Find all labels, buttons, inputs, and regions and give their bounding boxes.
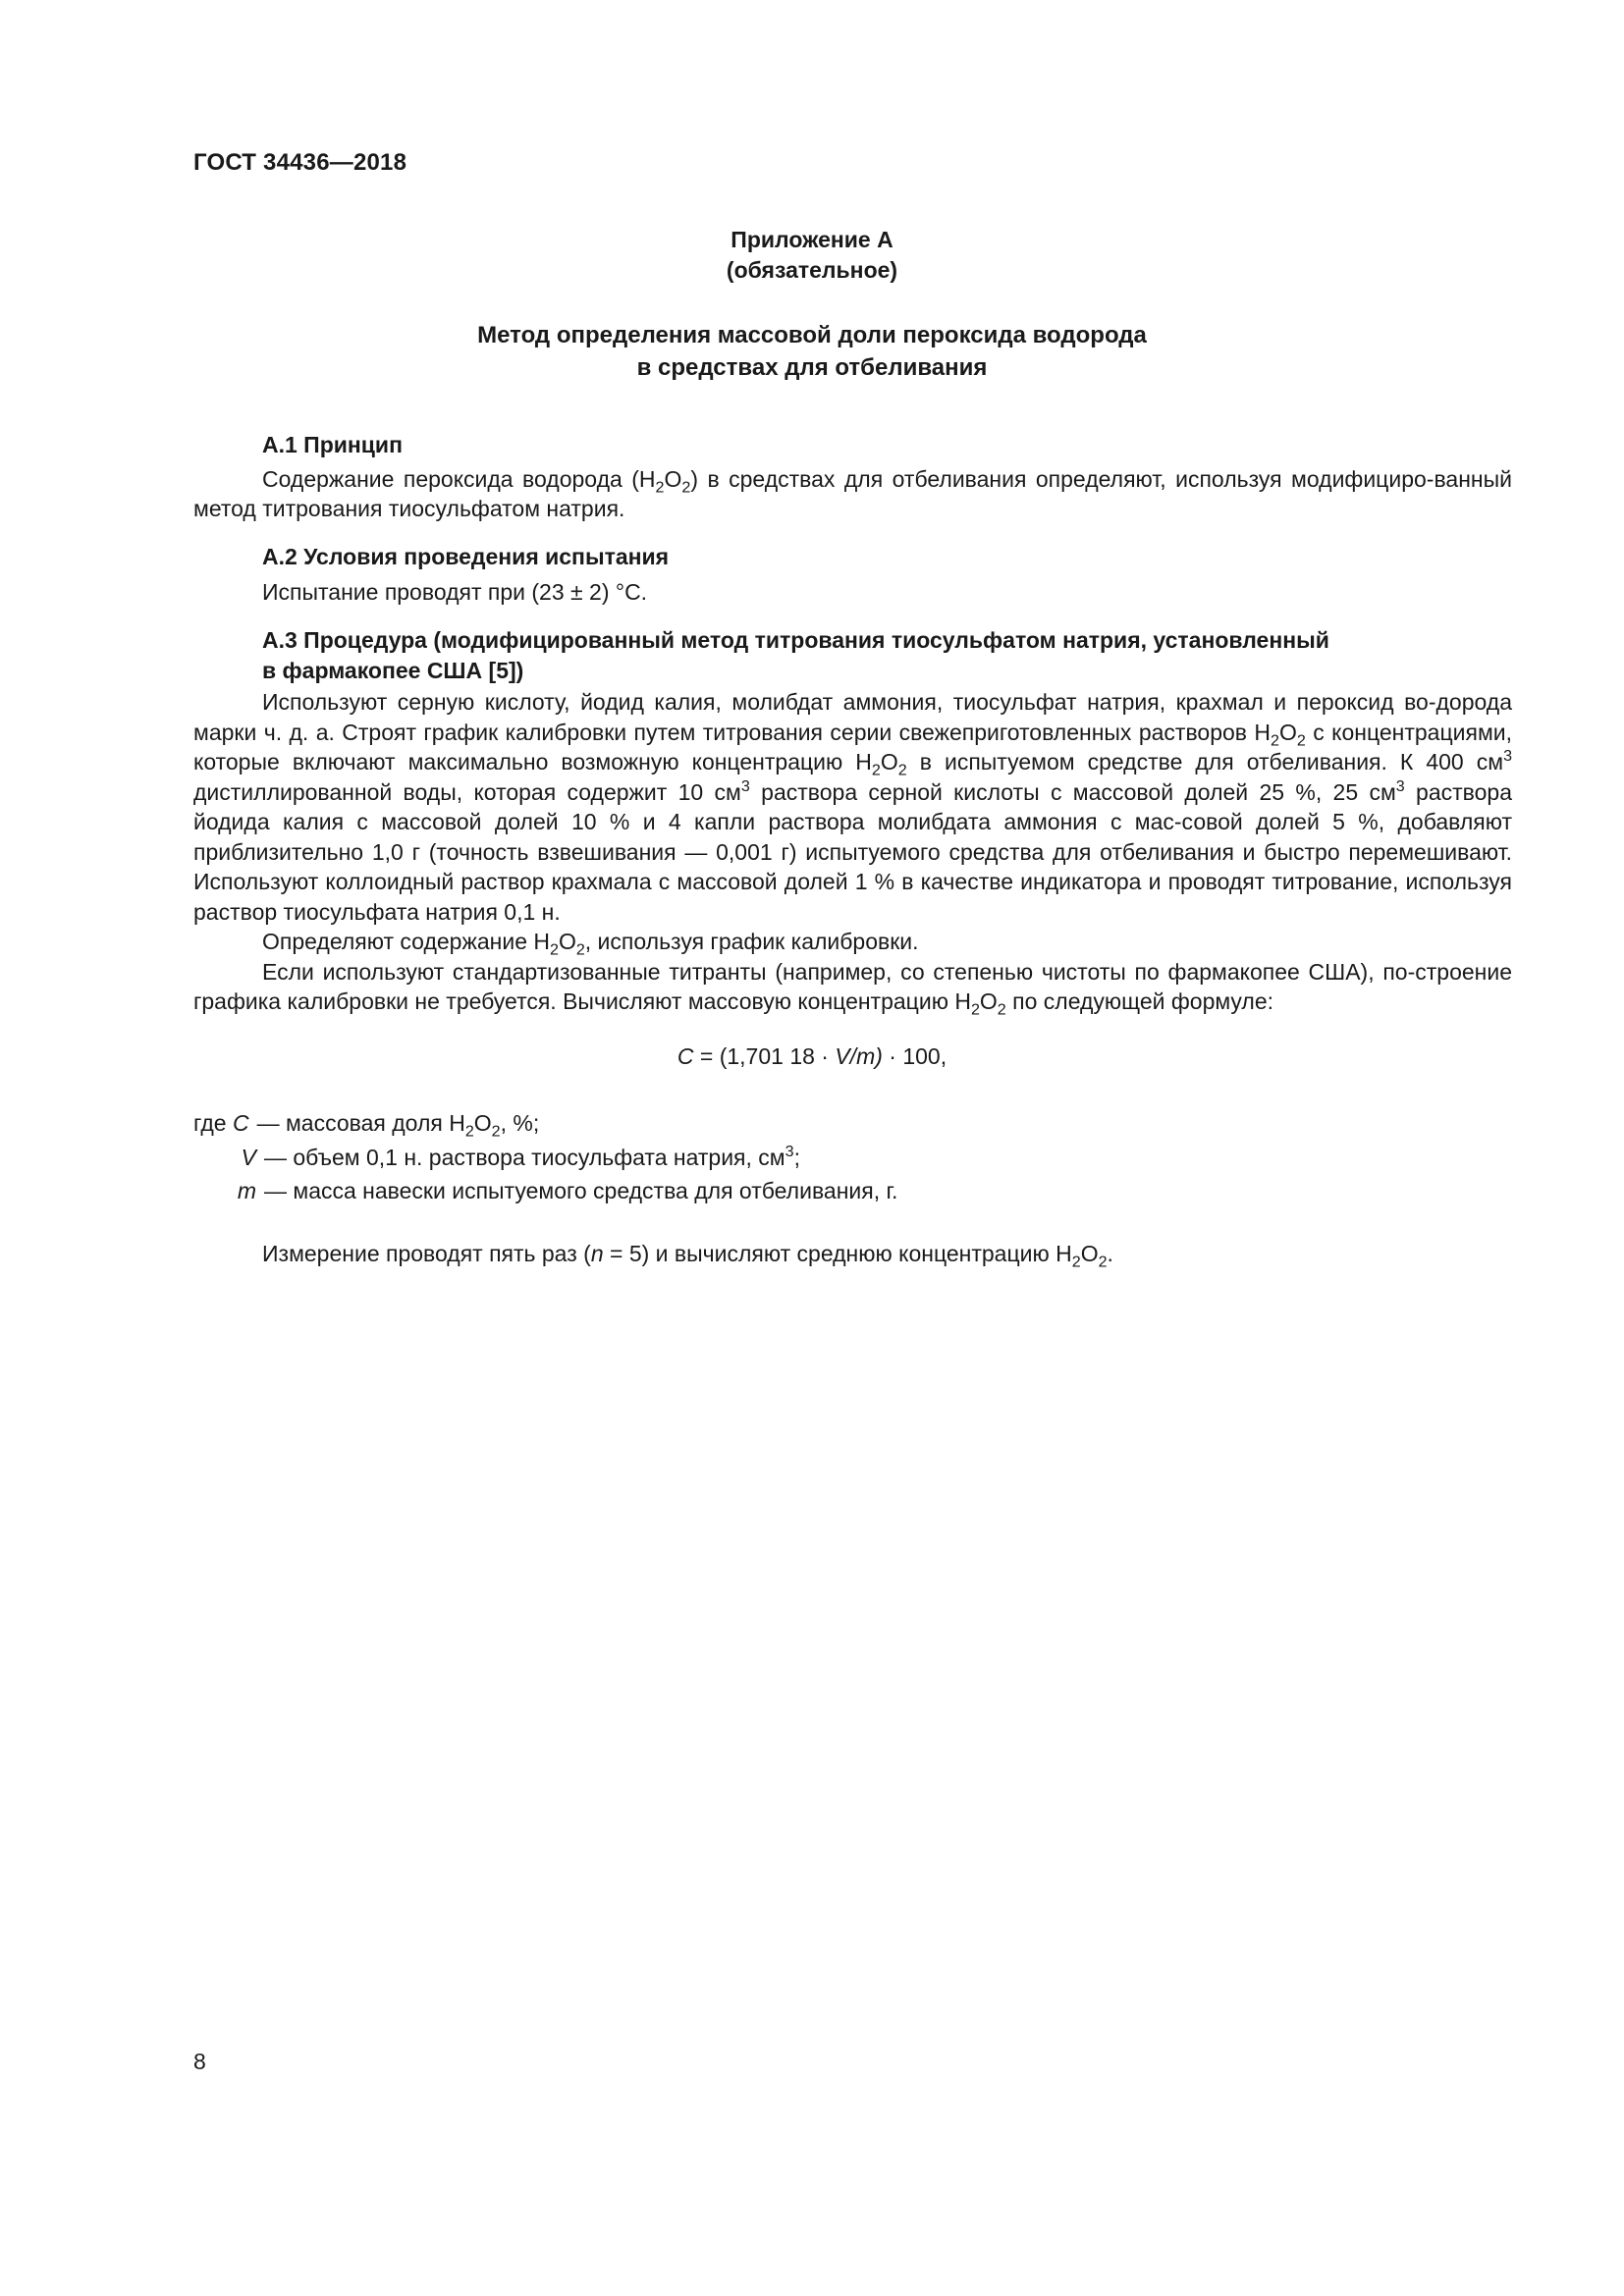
measurement-paragraph: Измерение проводят пять раз (n = 5) и вычисляют среднюю концентрацию $H_2O_2$. <box>262 1241 1113 1271</box>
a3-paragraph-determine: Определяют содержание $H_2O_2$, используя график калибровки. <box>262 929 919 959</box>
a3-heading-line2: в фармакопее США [5]) <box>262 657 524 683</box>
a3-heading-line1: А.3 Процедура (модифицированный метод титрования тиосульфатом натрия, установленный <box>262 627 1329 653</box>
a1-paragraph: Содержание пероксида водорода $(H_2O_2)$ в средствах для отбеливания определяют, используя модифициро-ванный метод титрования тиосульфатом натрия. <box>193 465 1512 521</box>
measurement-paragraph-block <box>193 1239 1512 1269</box>
legend-row-m: m — масса навески испытуемого средства для отбеливания, г. <box>237 1178 898 1203</box>
formula: C = (1,701 18 · V/m) · 100, <box>677 1043 947 1069</box>
page-number: 8 <box>193 2049 206 2074</box>
appendix-status: (обязательное) <box>726 257 898 283</box>
legend-row-v: V — объем 0,1 н. раствора тиосульфата натрия, $см^3$; <box>241 1142 800 1170</box>
section-a1 <box>193 430 1512 524</box>
appendix-title: Приложение А <box>731 227 893 252</box>
document-id: ГОСТ 34436—2018 <box>193 149 407 176</box>
a3-paragraph-procedure: Используют серную кислоту, йодид калия, молибдат аммония, тиосульфат натрия, крахмал и пероксид во-дорода марки ч. д. а. Строят график калибровки путем титрования серии свежеприготовленных растворов $H_2O_2$ с концентрациями, которые включают максимально возможную концентрацию $H_2O_2$ в испытуемом средстве для отбеливания. К 400 $см^3$ дистиллированной воды, которая содержит 10 $см^3$ раствора серной кислоты с массовой долей 25 %, 25 $см^3$ раствора йодида калия с массовой долей 10 % и 4 капли раствора молибдата аммония с мас-совой долей 5 %, добавляют приблизительно 1,0 г (точность взвешивания — 0,001 г) испытуемого средства для отбеливания и быстро перемешивают. Используют коллоидный раствор крахмала с массовой долей 1 % в качестве индикатора и проводят титрование, используя раствор тиосульфата натрия 0,1 н. <box>193 689 1513 925</box>
legend-row-c: где C — массовая доля $H_2O_2$, %; <box>193 1110 540 1141</box>
a2-paragraph: Испытание проводят при (23 ± 2) °С. <box>262 578 648 605</box>
formula-legend <box>193 1106 897 1208</box>
section-a3 <box>193 625 1512 1017</box>
section-title-line2: в средствах для отбеливания <box>636 354 988 381</box>
a2-heading: А.2 Условия проведения испытания <box>262 544 670 569</box>
section-a2 <box>193 542 1512 607</box>
a1-heading: А.1 Принцип <box>262 432 403 457</box>
section-title-line1: Метод определения массовой доли пероксида водорода <box>477 322 1147 348</box>
a3-paragraph-standardized: Если используют стандартизованные титранты (например, со степенью чистоты по фармакопее США), по-строение графика калибровки не требуется. Вычисляют массовую концентрацию $H_2O_2$ по следующей формуле: <box>193 958 1512 1019</box>
